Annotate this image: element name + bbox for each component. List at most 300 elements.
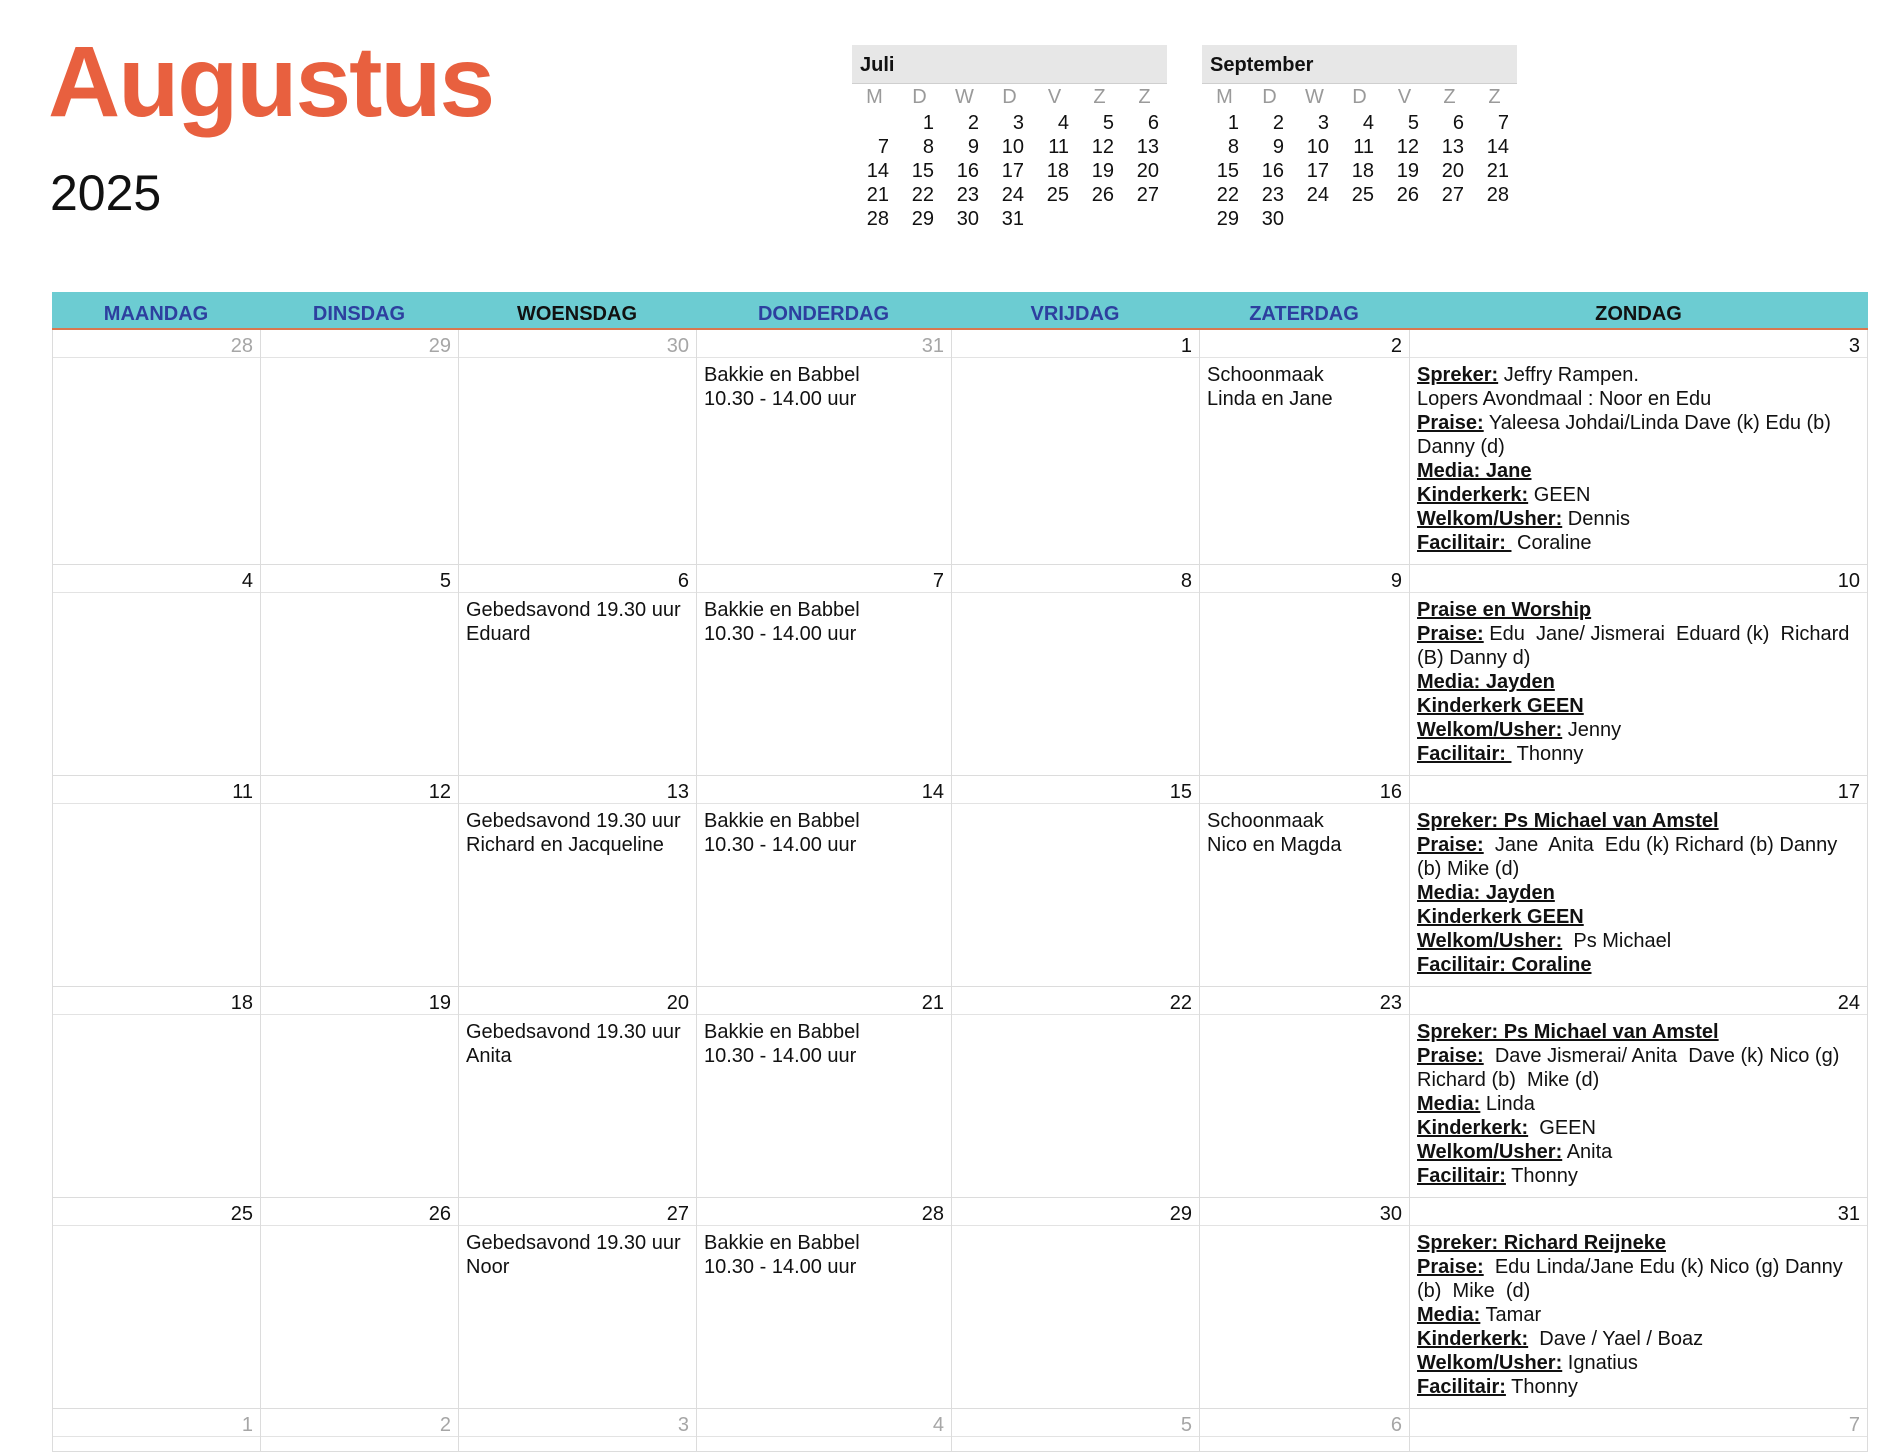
day-events [459, 358, 696, 564]
day-events [1200, 804, 1409, 986]
weekday-header-dinsdag: DINSDAG [312, 303, 406, 325]
mini-day: 19 [1396, 160, 1419, 182]
day-cell[interactable] [1409, 1198, 1868, 1408]
day-events [53, 593, 260, 775]
mini-calendar-juli [852, 45, 1167, 231]
day-cell[interactable] [260, 776, 458, 986]
mini-day [852, 111, 897, 135]
week-row [52, 330, 1868, 565]
day-number: 24 [1410, 987, 1867, 1015]
mini-day: 29 [911, 208, 934, 230]
mini-day: 10 [1001, 136, 1024, 158]
day-cell[interactable] [696, 1409, 951, 1451]
event-text: Thonny [1505, 1165, 1578, 1187]
mini-day: 10 [1306, 136, 1329, 158]
event-line [466, 622, 690, 646]
mini-weekday-label: W [1305, 86, 1324, 108]
event-text: Gebedsavond 19.30 uur [466, 599, 681, 621]
day-cell[interactable] [951, 1198, 1199, 1408]
day-number: 10 [1410, 565, 1867, 593]
event-label: Kinderkerk GEEN [1417, 695, 1584, 717]
day-number: 5 [261, 565, 458, 593]
day-number: 31 [1410, 1198, 1867, 1226]
day-cell[interactable] [260, 987, 458, 1197]
day-events [459, 1226, 696, 1408]
event-text: Gebedsavond 19.30 uur [466, 1232, 681, 1254]
event-text: Thonny [1505, 1376, 1578, 1398]
day-number: 5 [952, 1409, 1199, 1437]
day-number: 13 [459, 776, 696, 804]
day-cell[interactable] [458, 330, 696, 564]
mini-day: 30 [1261, 208, 1284, 230]
day-number: 7 [1410, 1409, 1867, 1437]
event-label: Facilitair: [1417, 532, 1512, 554]
day-number: 2 [1200, 330, 1409, 358]
day-cell[interactable] [1199, 330, 1409, 564]
mini-weekday-label: D [912, 86, 927, 108]
event-label: Welkom/Usher: [1417, 508, 1563, 530]
day-cell[interactable] [260, 1198, 458, 1408]
event-label: Welkom/Usher: [1417, 1141, 1563, 1163]
event-line [1417, 929, 1861, 953]
event-text: Linda en Jane [1207, 388, 1333, 410]
day-events [459, 1015, 696, 1197]
day-events [1410, 1226, 1867, 1408]
event-text: Dave / Yael / Boaz [1528, 1328, 1704, 1350]
mini-day: 4 [1362, 112, 1374, 134]
day-cell[interactable] [1409, 1409, 1868, 1451]
day-cell[interactable] [458, 565, 696, 775]
day-number: 4 [53, 565, 260, 593]
day-events [53, 1226, 260, 1408]
day-cell[interactable] [52, 1409, 260, 1451]
event-line [466, 809, 690, 833]
day-events [952, 804, 1199, 986]
event-label: Praise: [1417, 834, 1484, 856]
mini-day: 15 [1216, 160, 1239, 182]
event-text: 10.30 - 14.00 uur [704, 834, 857, 856]
event-text: Bakkie en Babbel [704, 1232, 860, 1254]
day-cell[interactable] [1199, 776, 1409, 986]
day-events [1200, 593, 1409, 775]
event-line [1417, 1231, 1861, 1255]
day-events [1200, 1015, 1409, 1197]
event-line [704, 622, 945, 646]
mini-day: 14 [1486, 136, 1509, 158]
event-line [1417, 622, 1861, 670]
event-line [1417, 507, 1861, 531]
event-label: Media: [1417, 1304, 1481, 1326]
mini-day [1382, 207, 1427, 231]
mini-day: 18 [1046, 160, 1069, 182]
event-text: Dennis [1562, 508, 1631, 530]
day-events [952, 358, 1199, 564]
day-cell[interactable] [1409, 565, 1868, 775]
event-line [1417, 1140, 1861, 1164]
day-events [459, 804, 696, 986]
event-line [704, 363, 945, 387]
day-cell[interactable] [1199, 565, 1409, 775]
event-label: Welkom/Usher: [1417, 719, 1563, 741]
day-number: 2 [261, 1409, 458, 1437]
event-line [704, 1255, 945, 1279]
day-events [1410, 358, 1867, 564]
mini-day: 17 [1306, 160, 1329, 182]
day-events [697, 1015, 951, 1197]
event-label: Spreker: Ps Michael van Amstel [1417, 1021, 1719, 1043]
event-text: Jeffry Rampen. [1498, 364, 1639, 386]
mini-day: 22 [1216, 184, 1239, 206]
weekday-header-maandag: MAANDAG [103, 303, 209, 325]
mini-day: 16 [1261, 160, 1284, 182]
event-label: Facilitair: [1417, 743, 1512, 765]
event-text: Ignatius [1562, 1352, 1638, 1374]
event-line [466, 833, 690, 857]
event-text: 10.30 - 14.00 uur [704, 388, 857, 410]
mini-day: 15 [911, 160, 934, 182]
event-text: Ps Michael [1562, 930, 1672, 952]
day-cell[interactable] [260, 1409, 458, 1451]
mini-day: 19 [1091, 160, 1114, 182]
event-line [1417, 1375, 1861, 1399]
event-line [1417, 1164, 1861, 1188]
event-text: Tamar [1480, 1304, 1542, 1326]
mini-day: 28 [866, 208, 889, 230]
mini-day: 8 [1227, 136, 1239, 158]
mini-day: 20 [1136, 160, 1159, 182]
mini-day: 27 [1136, 184, 1159, 206]
event-line [1417, 1303, 1861, 1327]
mini-day [1427, 207, 1472, 231]
day-cell[interactable] [696, 565, 951, 775]
event-line [1417, 1327, 1861, 1351]
day-events [261, 1437, 458, 1451]
mini-day: 22 [911, 184, 934, 206]
mini-day: 5 [1102, 112, 1114, 134]
event-label: Facilitair: [1417, 1376, 1506, 1398]
event-line [1417, 1020, 1861, 1044]
day-cell[interactable] [458, 1409, 696, 1451]
event-text: Coraline [1511, 532, 1592, 554]
event-text: Lopers Avondmaal : Noor en Edu [1417, 388, 1712, 410]
day-events [952, 1437, 1199, 1451]
day-cell[interactable] [52, 330, 260, 564]
mini-day: 13 [1136, 136, 1159, 158]
mini-day: 18 [1351, 160, 1374, 182]
mini-weekday-label: V [1397, 86, 1412, 108]
day-events [261, 1015, 458, 1197]
day-events [1410, 804, 1867, 986]
day-number: 12 [261, 776, 458, 804]
year-label: 2025 [50, 165, 162, 221]
event-label: Media: Jane [1417, 460, 1532, 482]
day-events [952, 1226, 1199, 1408]
mini-weekday-label: Z [1093, 86, 1106, 108]
weekday-header-zaterdag: ZATERDAG [1249, 303, 1359, 325]
event-text: Edu Jane/ Jismerai Eduard (k) Richard (B) Danny d) [1417, 623, 1855, 669]
day-events [1200, 1226, 1409, 1408]
mini-day: 17 [1001, 160, 1024, 182]
mini-weekday-label: M [1216, 86, 1233, 108]
mini-day: 2 [1272, 112, 1284, 134]
mini-calendar-september [1202, 45, 1517, 231]
mini-day: 9 [967, 136, 979, 158]
mini-calendar-grid [1202, 84, 1517, 231]
day-cell[interactable] [951, 330, 1199, 564]
day-events [697, 593, 951, 775]
weekday-header-row [52, 292, 1868, 330]
event-text: Edu Linda/Jane Edu (k) Nico (g) Danny (b) Mike (d) [1417, 1256, 1849, 1302]
event-line [1417, 531, 1861, 555]
mini-weekday-label: D [1002, 86, 1017, 108]
day-events [1410, 593, 1867, 775]
event-line [1207, 809, 1403, 833]
event-line [1417, 459, 1861, 483]
event-label: Praise: [1417, 1045, 1484, 1067]
mini-day: 11 [1353, 136, 1374, 158]
event-label: Facilitair: Coraline [1417, 954, 1592, 976]
day-cell[interactable] [52, 1198, 260, 1408]
event-text: Gebedsavond 19.30 uur [466, 1021, 681, 1043]
event-label: Praise: [1417, 412, 1484, 434]
mini-day: 7 [1497, 112, 1509, 134]
day-number: 15 [952, 776, 1199, 804]
event-line [1417, 1044, 1861, 1092]
mini-weekday-label: Z [1443, 86, 1456, 108]
day-events [459, 1437, 696, 1451]
day-cell[interactable] [458, 776, 696, 986]
event-text: Dave Jismerai/ Anita Dave (k) Nico (g) Richard (b) Mike (d) [1417, 1045, 1845, 1091]
day-cell[interactable] [1409, 330, 1868, 564]
mini-day: 16 [956, 160, 979, 182]
day-cell[interactable] [1199, 1198, 1409, 1408]
weekday-header-zondag: ZONDAG [1595, 303, 1682, 325]
day-number: 7 [697, 565, 951, 593]
event-line [466, 1231, 690, 1255]
mini-day: 13 [1441, 136, 1464, 158]
weekday-header-vrijdag: VRIJDAG [1030, 303, 1120, 325]
day-number: 23 [1200, 987, 1409, 1015]
month-calendar-grid [52, 292, 1868, 1452]
mini-weekday-label: Z [1138, 86, 1151, 108]
event-text: Bakkie en Babbel [704, 599, 860, 621]
day-cell[interactable] [52, 987, 260, 1197]
event-line [704, 809, 945, 833]
event-line [1417, 1092, 1861, 1116]
event-text: Anita [1562, 1141, 1613, 1163]
event-line [466, 1255, 690, 1279]
day-events [1200, 1437, 1409, 1451]
day-number: 27 [459, 1198, 696, 1226]
mini-day: 7 [877, 136, 889, 158]
mini-weekday-label: Z [1488, 86, 1501, 108]
day-cell[interactable] [260, 330, 458, 564]
day-number: 18 [53, 987, 260, 1015]
event-text: Noor [466, 1256, 510, 1278]
day-cell[interactable] [1199, 987, 1409, 1197]
day-cell[interactable] [696, 776, 951, 986]
mini-day: 24 [1001, 184, 1024, 206]
day-events [53, 804, 260, 986]
event-label: Praise: [1417, 1256, 1484, 1278]
day-number: 22 [952, 987, 1199, 1015]
day-number: 4 [697, 1409, 951, 1437]
event-line [704, 1044, 945, 1068]
day-number: 1 [952, 330, 1199, 358]
event-text: Schoonmaak [1207, 810, 1324, 832]
day-cell[interactable] [458, 987, 696, 1197]
day-events [952, 593, 1199, 775]
mini-weekday-label: W [955, 86, 974, 108]
event-label: Facilitair: [1417, 1165, 1506, 1187]
event-text: Bakkie en Babbel [704, 810, 860, 832]
event-line [704, 833, 945, 857]
day-cell[interactable] [696, 1198, 951, 1408]
day-events [697, 1437, 951, 1451]
mini-day: 23 [1261, 184, 1284, 206]
day-number: 29 [952, 1198, 1199, 1226]
event-text: 10.30 - 14.00 uur [704, 1256, 857, 1278]
mini-day: 29 [1216, 208, 1239, 230]
mini-day: 21 [866, 184, 889, 206]
event-label: Kinderkerk: [1417, 484, 1529, 506]
day-number: 29 [261, 330, 458, 358]
event-label: Media: Jayden [1417, 882, 1555, 904]
day-events [53, 1437, 260, 1451]
mini-day: 2 [967, 112, 979, 134]
event-text: Nico en Magda [1207, 834, 1342, 856]
mini-day: 8 [922, 136, 934, 158]
day-number: 25 [53, 1198, 260, 1226]
day-number: 30 [459, 330, 696, 358]
mini-day: 6 [1452, 112, 1464, 134]
mini-day: 11 [1048, 136, 1069, 158]
event-text: Schoonmaak [1207, 364, 1324, 386]
day-events [1410, 1015, 1867, 1197]
event-text: 10.30 - 14.00 uur [704, 1045, 857, 1067]
day-cell[interactable] [951, 565, 1199, 775]
mini-weekday-label: M [866, 86, 883, 108]
day-cell[interactable] [696, 987, 951, 1197]
event-text: Anita [466, 1045, 512, 1067]
event-line [1207, 363, 1403, 387]
event-line [1417, 809, 1861, 833]
mini-day: 25 [1351, 184, 1374, 206]
mini-day: 21 [1486, 160, 1509, 182]
day-number: 6 [1200, 1409, 1409, 1437]
event-line [466, 1020, 690, 1044]
day-events [261, 804, 458, 986]
mini-day [1472, 207, 1517, 231]
day-cell[interactable] [52, 776, 260, 986]
day-cell[interactable] [1409, 776, 1868, 986]
day-number: 11 [53, 776, 260, 804]
day-cell[interactable] [1199, 1409, 1409, 1451]
weekday-header-donderdag: DONDERDAG [757, 303, 890, 325]
event-text: Yaleesa Johdai/Linda Dave (k) Edu (b) Danny (d) [1417, 412, 1837, 458]
day-events [697, 1226, 951, 1408]
mini-day: 4 [1057, 112, 1069, 134]
day-cell[interactable] [951, 1409, 1199, 1451]
event-label: Spreker: [1417, 364, 1499, 386]
event-line [704, 598, 945, 622]
day-number: 30 [1200, 1198, 1409, 1226]
mini-day [1032, 207, 1077, 231]
day-events [697, 804, 951, 986]
mini-day: 9 [1272, 136, 1284, 158]
day-events [53, 358, 260, 564]
day-number: 28 [53, 330, 260, 358]
day-cell[interactable] [260, 565, 458, 775]
day-events [1410, 1437, 1867, 1451]
day-number: 16 [1200, 776, 1409, 804]
day-number: 1 [53, 1409, 260, 1437]
mini-day: 12 [1396, 136, 1419, 158]
event-text: Bakkie en Babbel [704, 364, 860, 386]
day-events [697, 358, 951, 564]
event-line [1417, 670, 1861, 694]
event-text: Richard en Jacqueline [466, 834, 664, 856]
mini-day [1292, 207, 1337, 231]
event-line [466, 598, 690, 622]
day-number: 6 [459, 565, 696, 593]
event-line [1417, 833, 1861, 881]
day-cell[interactable] [1409, 987, 1868, 1197]
day-cell[interactable] [951, 776, 1199, 986]
mini-day [1077, 207, 1122, 231]
day-number: 3 [1410, 330, 1867, 358]
day-events [1200, 358, 1409, 564]
week-row [52, 776, 1868, 987]
event-label: Spreker: Ps Michael van Amstel [1417, 810, 1719, 832]
event-line [704, 387, 945, 411]
mini-day: 3 [1012, 112, 1024, 134]
mini-weekday-label: V [1047, 86, 1062, 108]
mini-day: 28 [1486, 184, 1509, 206]
day-number: 17 [1410, 776, 1867, 804]
event-text: GEEN [1528, 484, 1591, 506]
event-line [1417, 598, 1861, 622]
mini-weekday-label: D [1352, 86, 1367, 108]
mini-day: 12 [1091, 136, 1114, 158]
day-cell[interactable] [52, 565, 260, 775]
day-number: 21 [697, 987, 951, 1015]
week-row [52, 1409, 1868, 1452]
event-line [1417, 1116, 1861, 1140]
event-label: Praise en Worship [1417, 599, 1592, 621]
mini-day: 1 [922, 112, 934, 134]
mini-day: 1 [1227, 112, 1239, 134]
day-number: 9 [1200, 565, 1409, 593]
event-label: Kinderkerk: [1417, 1328, 1529, 1350]
day-number: 20 [459, 987, 696, 1015]
event-label: Welkom/Usher: [1417, 930, 1563, 952]
day-number: 19 [261, 987, 458, 1015]
day-number: 8 [952, 565, 1199, 593]
day-cell[interactable] [951, 987, 1199, 1197]
mini-day: 23 [956, 184, 979, 206]
day-cell[interactable] [458, 1198, 696, 1408]
event-text: Gebedsavond 19.30 uur [466, 810, 681, 832]
mini-day: 27 [1441, 184, 1464, 206]
day-number: 3 [459, 1409, 696, 1437]
event-line [1417, 905, 1861, 929]
mini-day: 14 [866, 160, 889, 182]
event-label: Praise: [1417, 623, 1484, 645]
day-cell[interactable] [696, 330, 951, 564]
mini-day: 3 [1317, 112, 1329, 134]
event-line [1417, 742, 1861, 766]
